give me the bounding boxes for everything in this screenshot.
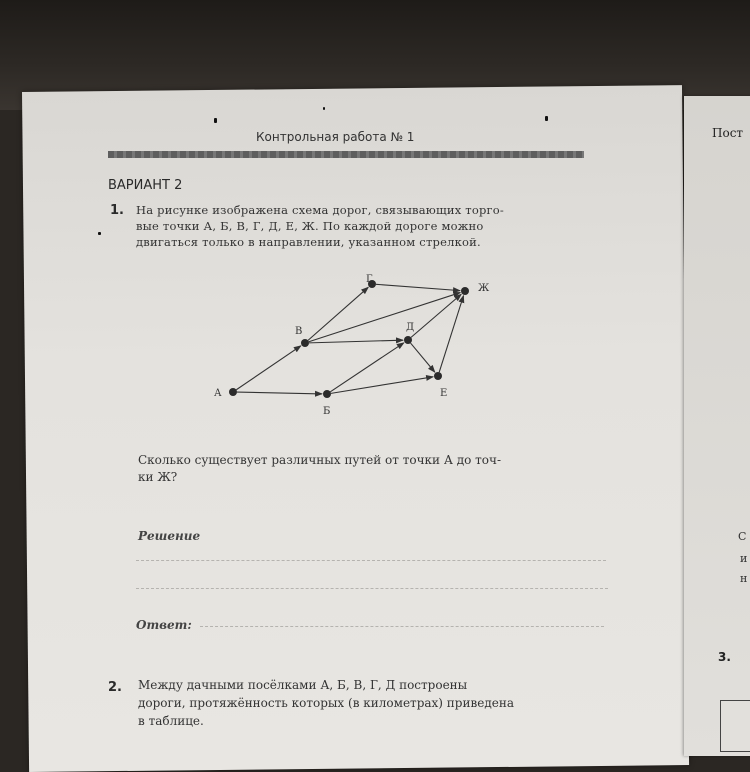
node-E [434,372,442,380]
question-1-prompt-line: ки Ж? [138,470,178,484]
right-page-fragment: и [740,552,748,565]
dust-speck [323,107,325,110]
question-2-text [138,676,618,730]
question-2-number: 2. [108,680,122,695]
question-1-prompt-line: Сколько существует различных путей от точки А до точ- [138,453,502,467]
node-label-Zh: Ж [478,283,490,294]
question-2-line: Между дачными посёлками А, Б, В, Г, Д построены [138,678,468,692]
road-A-V [236,346,301,390]
road-E-Zh [439,296,463,372]
node-label-V: В [295,326,303,337]
question-1-text [136,202,596,250]
node-label-E: Е [440,388,448,399]
road-B-D [330,343,404,392]
question-1-line: двигаться только в направлении, указанном стрелкой. [136,235,481,249]
right-page-fragment: С [738,530,747,543]
question-2-line: дороги, протяжённость которых (в километрах) приведена [138,696,514,710]
node-V [301,339,309,347]
node-label-D: Д [406,322,415,333]
question-1-line: На рисунке изображена схема дорог, связывающих торго- [136,203,504,217]
question-1-number: 1. [110,203,124,218]
question-1-line: вые точки А, Б, В, Г, Д, Е, Ж. По каждой дороге можно [136,219,484,233]
dust-speck [98,232,101,235]
right-page-header: Пост [712,126,744,140]
node-label-G: Г [366,274,373,285]
graph-edges [236,284,463,394]
right-page-fragment: н [740,572,748,585]
node-label-B: Б [323,406,331,417]
dust-speck [545,116,548,121]
answer-line[interactable] [200,626,604,627]
road-graph [200,272,520,432]
road-V-D [309,340,403,343]
road-B-E [331,377,433,394]
node-A [229,388,237,396]
solution-label: Решение [138,529,201,543]
question-1-prompt [138,452,608,486]
road-A-B [237,392,322,394]
graph-nodes [214,274,490,417]
node-B [323,390,331,398]
header-title: Контрольная работа № 1 [256,130,415,144]
variant-heading: ВАРИАНТ 2 [108,178,183,193]
road-V-Zh [309,293,460,342]
header-rule [108,151,584,158]
road-G-Zh [376,284,460,290]
dust-speck [214,118,217,123]
road-D-E [411,343,435,372]
adjacent-page [684,96,750,756]
right-page-table-edge [720,700,750,752]
node-D [404,336,412,344]
solution-line[interactable] [136,588,608,589]
right-page-question-number: 3. [718,650,731,664]
node-Zh [461,287,469,295]
solution-line[interactable] [136,560,606,561]
node-label-A: А [214,388,222,399]
answer-label: Ответ: [136,618,192,632]
question-2-line: в таблице. [138,714,204,728]
